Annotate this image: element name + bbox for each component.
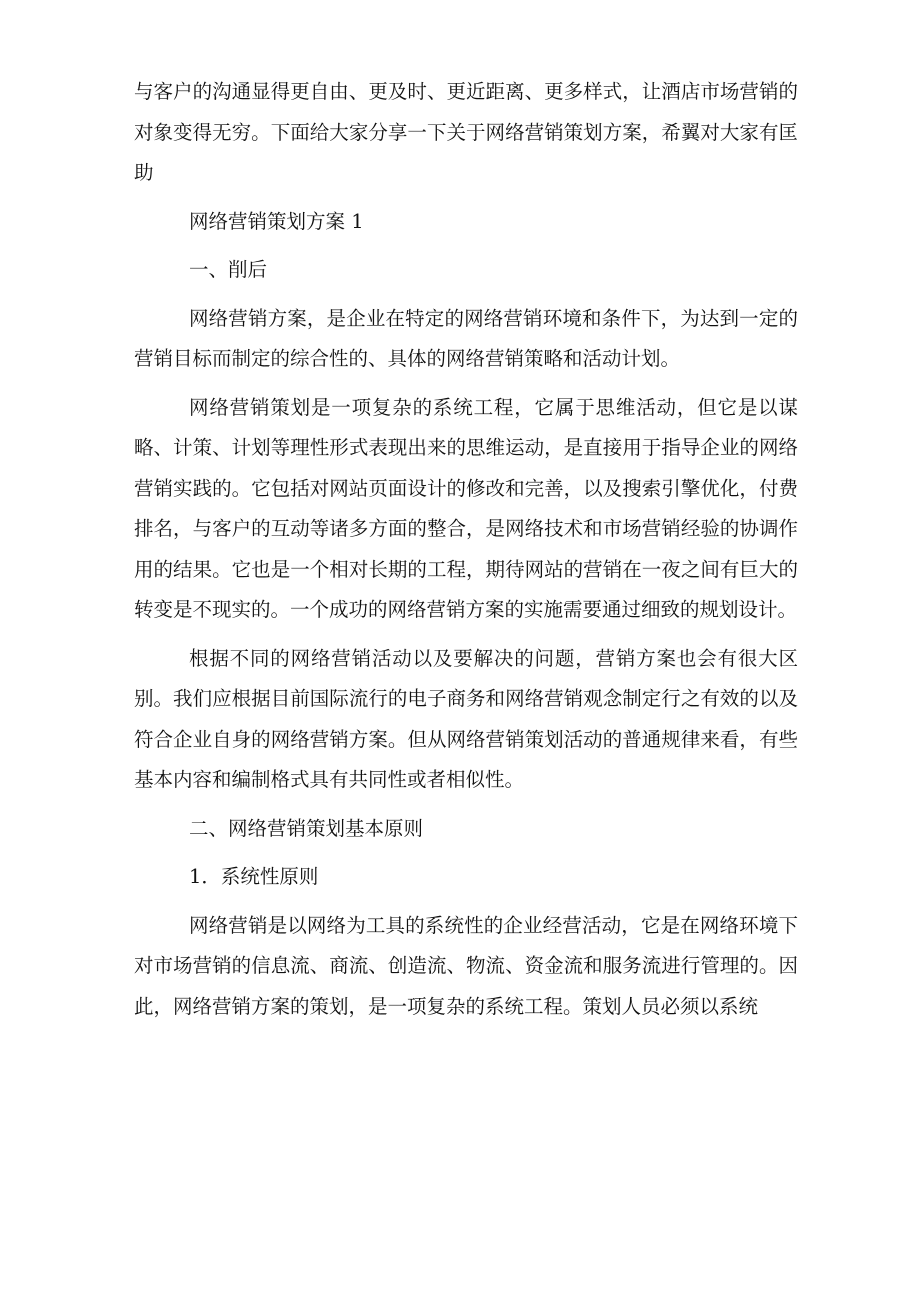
- body-paragraph-4: 网络营销是以网络为工具的系统性的企业经营活动，它是在网络环境下对市场营销的信息流、商流、创造流、物流、资金流和服务流进行管理的。因此，网络营销方案的策划，是一项复杂的系统工程。策划人员必须以系统: [134, 913, 798, 1018]
- principle-1-heading: 1．系统性原则: [189, 865, 319, 888]
- section-1-heading: 一、削后: [189, 258, 268, 281]
- document-page: [134, 72, 798, 1035]
- body-paragraph-1: 网络营销方案，是企业在特定的网络营销环境和条件下，为达到一定的营销目标而制定的综合性的、具体的网络营销策略和活动计划。: [134, 306, 798, 370]
- intro-continued-paragraph: 与客户的沟通显得更自由、更及时、更近距离、更多样式，让酒店市场营销的对象变得无穷。下面给大家分享一下关于网络营销策划方案，希翼对大家有匡助: [134, 80, 798, 184]
- body-paragraph-2: 网络营销策划是一项复杂的系统工程，它属于思维活动，但它是以谋略、计策、计划等理性形式表现出来的思维运动，是直接用于指导企业的网络营销实践的。它包括对网站页面设计的修改和完善，以及搜索引擎优化，付费排名，与客户的互动等诸多方面的整合，是网络技术和市场营销经验的协调作用的结果。它也是一个相对长期的工程，期待网站的营销在一夜之间有巨大的转变是不现实的。一个成功的网络营销方案的实施需要通过细致的规划设计。: [134, 395, 798, 621]
- section-2-heading: 二、网络营销策划基本原则: [189, 816, 424, 840]
- body-paragraph-3: 根据不同的网络营销活动以及要解决的问题，营销方案也会有很大区别。我们应根据目前国际流行的电子商务和网络营销观念制定行之有效的以及符合企业自身的网络营销方案。但从网络营销策划活动的普通规律来看，有些基本内容和编制格式具有共同性或者相似性。: [134, 646, 798, 791]
- plan-title: 网络营销策划方案 1: [189, 209, 364, 233]
